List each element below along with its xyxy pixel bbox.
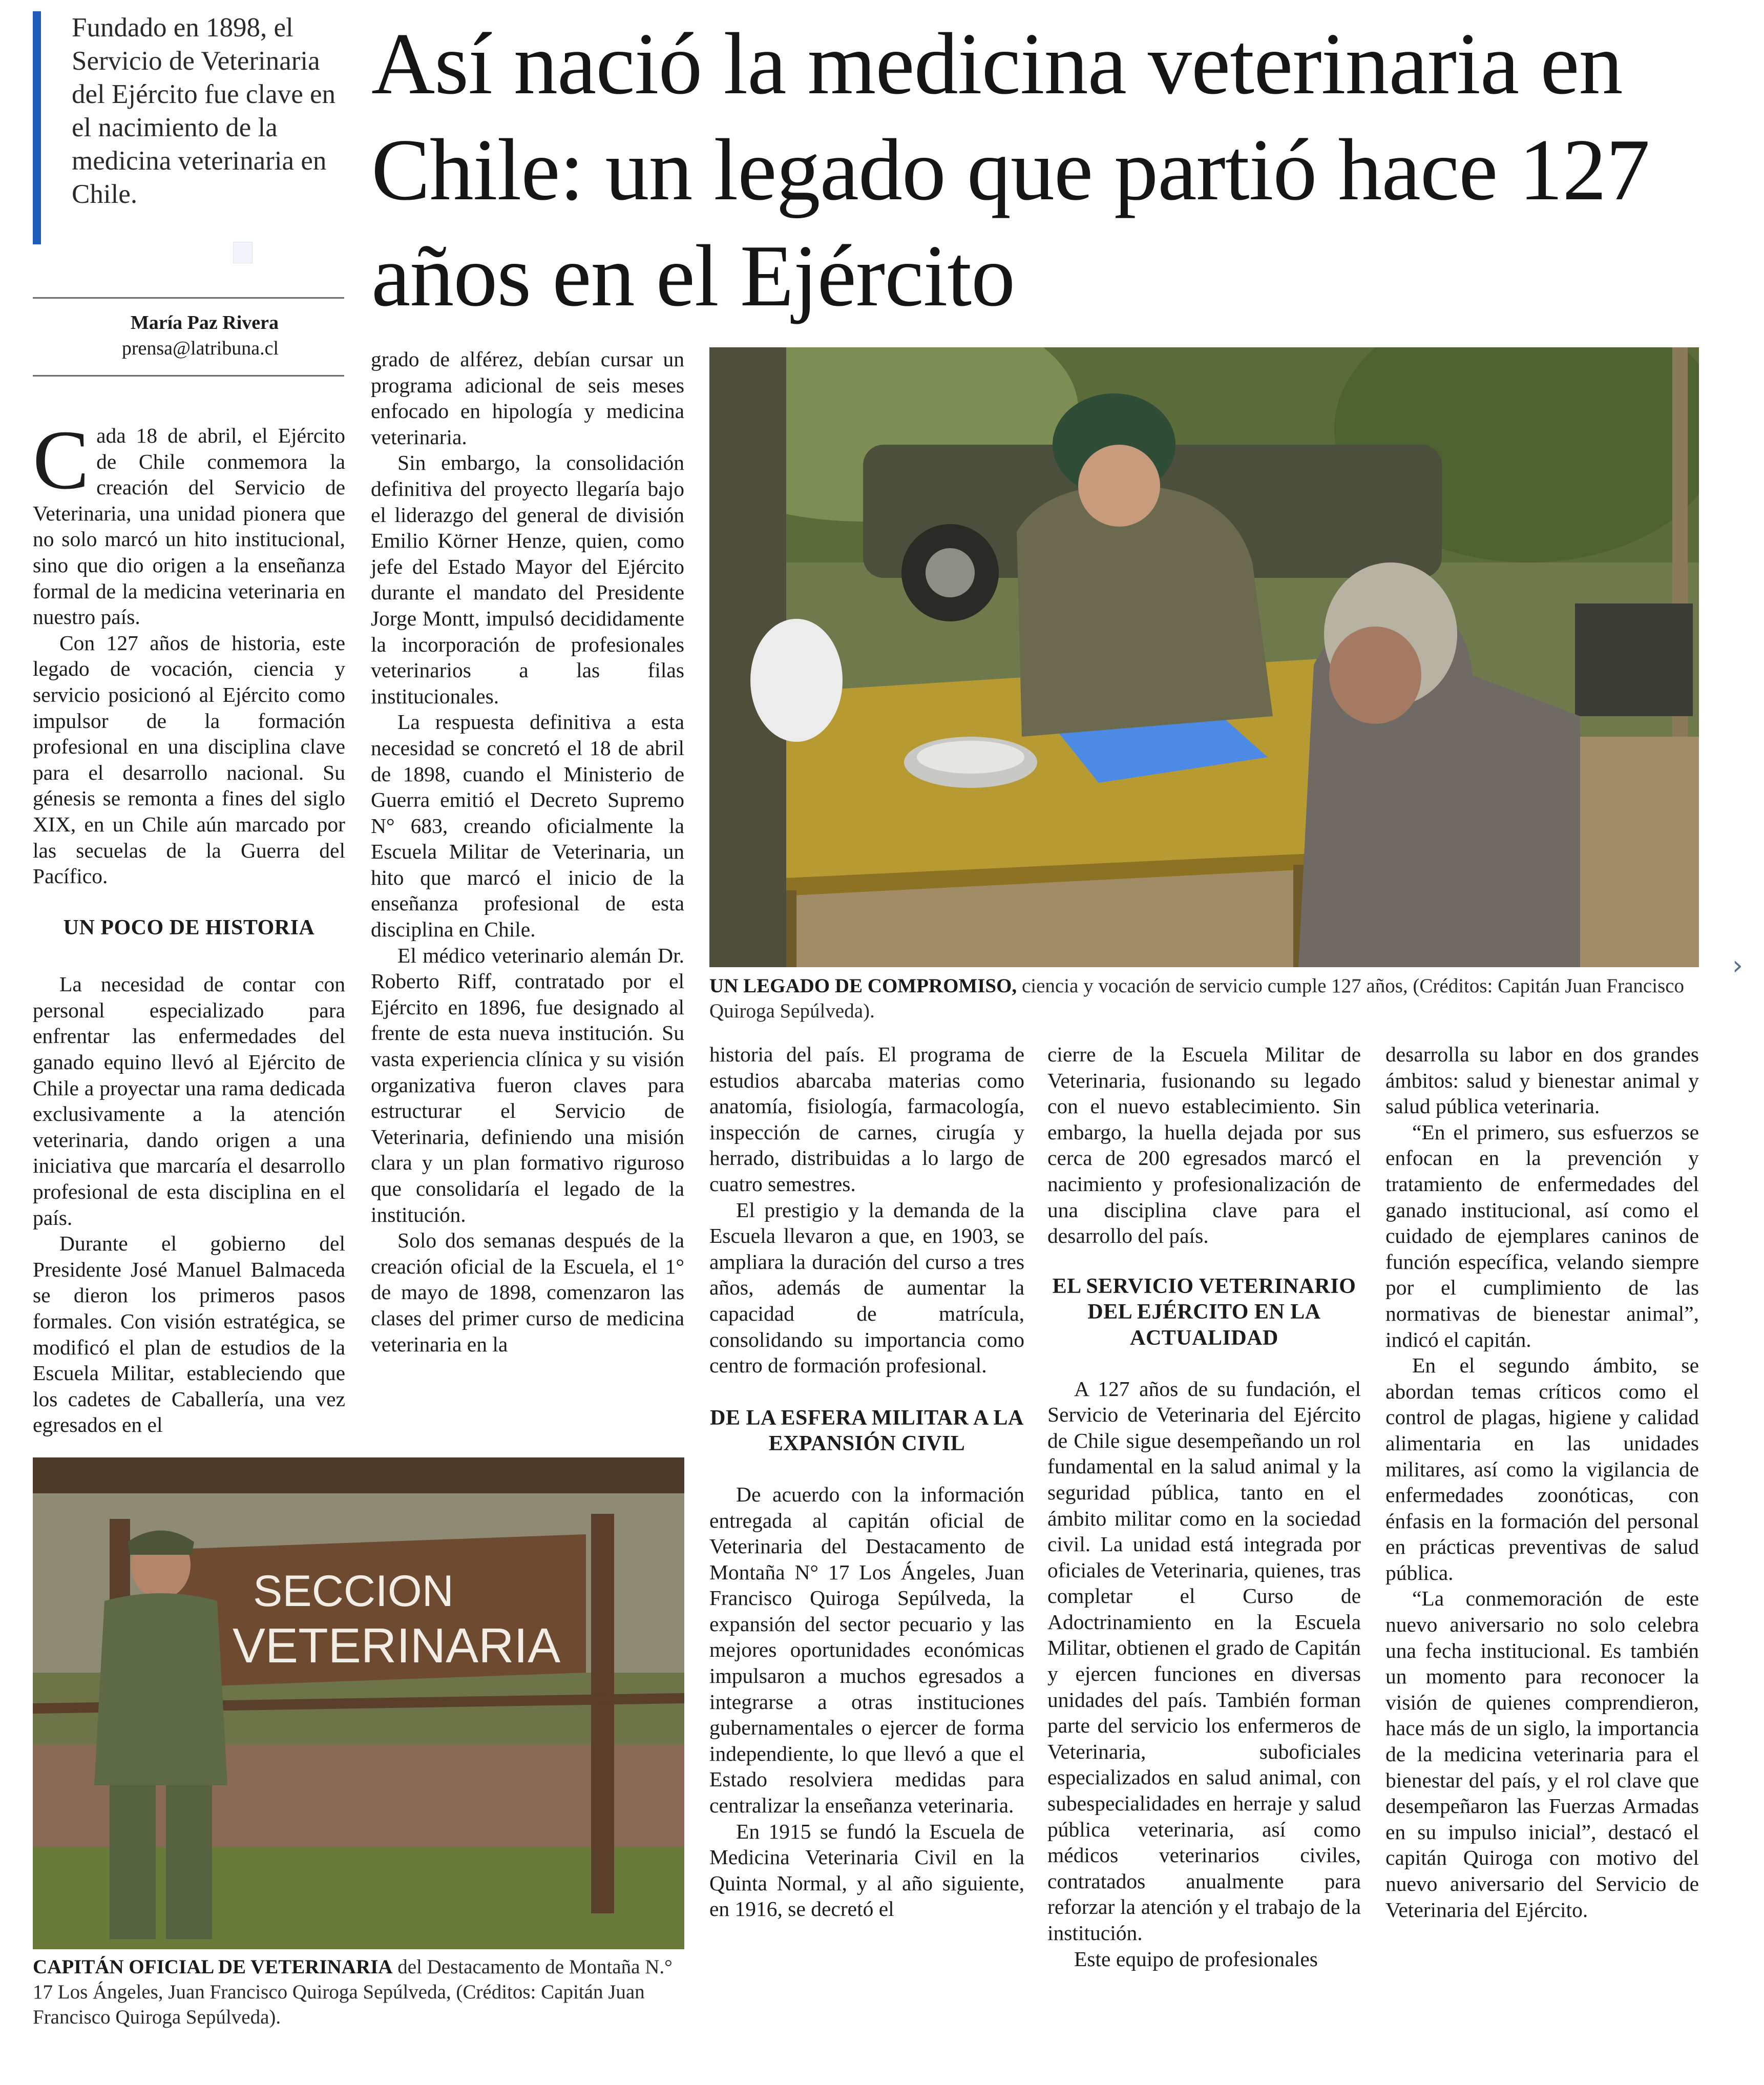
photo-captain [33, 1457, 684, 1949]
photo-veterinary-care-image [709, 347, 1699, 967]
column-2 [371, 346, 684, 1357]
paragraph: Sin embargo, la consolidación definitiva del proyecto llegaría bajo el liderazgo del general de división Emilio Körner Henze, quien, como jefe del Estado Mayor del Ejército durante el mandato del Presidente Jorge Montt, impulsó decididamente la incorporación de profesionales veterinarios a las filas institucionales. [371, 451, 684, 708]
photo-caption [709, 973, 1699, 1024]
caption-text: del Destacamento de Montaña N.° 17 Los Ángeles, Juan Francisco Quiroga Sepúlveda, (Créditos: Capitán Juan Francisco Quiroga Sepúlveda). [33, 1956, 673, 2028]
byline-email[interactable]: prensa@latribuna.cl [121, 338, 279, 359]
lede-box [33, 11, 350, 244]
paragraph: El prestigio y la demanda de la Escuela llevaron a que, en 1903, se ampliara la duración del curso a tres años, además de aumentar la capacidad de matrícula, consolidando su importancia como centro de formación profesional. [709, 1198, 1024, 1378]
paragraph: historia del país. El programa de estudios abarcaba materias como anatomía, fisiología, farmacología, inspección de carnes, cirugía y herrado, distribuidas a lo largo de cuatro semestres. [709, 1042, 1024, 1196]
sign-line-1: SECCION [253, 1567, 454, 1616]
paragraph: La respuesta definitiva a esta necesidad se concretó el 18 de abril de 1898, cuando el Ministerio de Guerra emitió el Decreto Supremo N° 683, creando oficialmente la Escuela Militar de Veterinaria, un hito que marcó el inicio de la enseñanza profesional de esta disciplina en Chile. [371, 710, 684, 942]
paragraph: En el segundo ámbito, se abordan temas críticos como el control de plagas, higiene y calidad alimentaria en las unidades militares, así como la vigilancia de enfermedades zoonóticas, con énfasis en la formación del personal en prácticas preventivas de salud pública. [1385, 1353, 1699, 1584]
paragraph: El médico veterinario alemán Dr. Roberto Riff, contratado por el Ejército en 1896, fue designado al frente de esta nueva institución. Su vasta experiencia clínica y su visión organizativa fueron claves para estructurar el Servicio de Veterinaria, definiendo una misión clara y un plan formativo riguroso que consolidaría el legado de la institución. [371, 943, 684, 1226]
byline-rule-top [33, 297, 344, 299]
drop-cap: C [33, 413, 90, 507]
section-heading: EL SERVICIO VETERINARIO DEL EJÉRCITO EN LA ACTUALIDAD [1052, 1274, 1356, 1350]
caption-title: CAPITÁN OFICIAL DE VETERINARIA [33, 1956, 393, 1978]
paragraph: En 1915 se fundó la Escuela de Medicina Veterinaria Civil en la Quinta Normal, y al año siguiente, en 1916, se decretó el [709, 1819, 1024, 1921]
section-heading: UN POCO DE HISTORIA [63, 915, 315, 940]
caption-text: ciencia y vocación de servicio cumple 127 años, (Créditos: Capitán Juan Francisco Quiroga Sepúlveda). [709, 975, 1685, 1022]
paragraph: Durante el gobierno del Presidente José Manuel Balmaceda se dieron los primeros pasos formales. Con visión estratégica, se modificó el plan de estudios de la Escuela Militar, estableciendo que los cadetes de Caballería, una vez egresados en el [33, 1232, 345, 1437]
photo-veterinary-care [709, 347, 1699, 967]
paragraph: desarrolla su labor en dos grandes ámbitos: salud y bienestar animal y salud pública veterinaria. [1385, 1042, 1699, 1118]
byline-author: María Paz Rivera [130, 312, 279, 333]
paragraph [33, 413, 345, 630]
photo-caption [33, 1954, 684, 2030]
column-1 [33, 413, 345, 1438]
paragraph: De acuerdo con la información entregada al capitán oficial de Veterinaria del Destacamento de Montaña N° 17 Los Ángeles, Juan Francisco Quiroga Sepúlveda, la expansión del sector pecuario y las mejores oportunidades económicas impulsaron a muchos egresados a integrarse a otras instituciones gubernamentales o ejercer de forma independiente, lo que llevó a que el Estado resolviera medidas para centralizar la enseñanza veterinaria. [709, 1482, 1024, 1818]
section-heading: DE LA ESFERA MILITAR A LA EXPANSIÓN CIVIL [710, 1406, 1024, 1456]
paragraph: A 127 años de su fundación, el Servicio de Veterinaria del Ejército de Chile sigue desempeñando un rol fundamental en la salud animal y la seguridad pública, tanto en el ámbito militar como en la sociedad civil. La unidad está integrada por oficiales de Veterinaria, quienes, tras completar el Curso de Adoctrinamiento en la Escuela Militar, obtienen el grado de Capitán y ejercen funciones en diversas unidades del país. También forman parte del servicio los enfermeros de Veterinaria, suboficiales especializados en salud animal, con subespecialidades en herraje y salud pública veterinaria, así como médicos veterinarios civiles, contratados anualmente para reforzar la atención y el trabajo de la institución. [1047, 1377, 1361, 1945]
paragraph: grado de alférez, debían cursar un programa adicional de seis meses enfocado en hipología y medicina veterinaria. [371, 347, 684, 449]
paragraph: Solo dos semanas después de la creación oficial de la Escuela, el 1° de mayo de 1898, comenzaron las clases del primer curso de medicina veterinaria en la [371, 1228, 684, 1356]
caption-title: UN LEGADO DE COMPROMISO, [709, 975, 1017, 997]
photo-captain-image [33, 1457, 684, 1949]
column-5 [1385, 1041, 1699, 1923]
headline: Así nació la medicina veterinaria en Chile: un legado que partió hace 127 años en el Ejército [371, 15, 1650, 325]
paragraph: Este equipo de profesionales [1074, 1947, 1318, 1971]
byline-rule-bottom [33, 375, 344, 377]
next-page-arrow-icon[interactable]: › [1732, 950, 1743, 981]
byline [33, 310, 279, 361]
paragraph: cierre de la Escuela Militar de Veterinaria, fusionando su legado con el nuevo establecimiento. Sin embargo, la huella dejada por sus cerca de 200 egresados marcó el nacimiento y profesionalización de una disciplina clave para el desarrollo del país. [1047, 1042, 1361, 1248]
sign-line-2: VETERINARIA [233, 1618, 561, 1673]
column-4 [1047, 1041, 1361, 1972]
paragraph: “La conmemoración de este nuevo aniversario no solo celebra una fecha institucional. Es también un momento para reconocer la visión de quienes comprendieron, hace más de un siglo, la importancia de la medicina veterinaria para el bienestar del país, y el rol clave que desempeñaron las Fuerzas Armadas en su impulso inicial”, destacó el capitán Quiroga con motivo del nuevo aniversario del Servicio de Veterinaria del Ejército. [1385, 1587, 1699, 1922]
column-3 [709, 1041, 1024, 1922]
note-icon[interactable] [233, 242, 253, 263]
lede-text: Fundado en 1898, el Servicio de Veterinaria del Ejército fue clave en el nacimiento de la medicina veterinaria en Chile. [72, 13, 335, 209]
paragraph-text: ada 18 de abril, el Ejército de Chile conmemora la creación del Servicio de Veterinaria, una unidad pionera que no solo marcó un hito institucional, sino que dio origen a la enseñanza formal de la medicina veterinaria en nuestro país. [33, 424, 345, 629]
paragraph: “En el primero, sus esfuerzos se enfocan en la prevención y tratamiento de enfermedades del ganado institucional, así como el cuidado de ejemplares caninos de función específica, velando siempre por el cumplimiento de las normativas de bienestar animal”, indicó el capitán. [1385, 1120, 1699, 1351]
paragraph: Con 127 años de historia, este legado de vocación, ciencia y servicio posicionó al Ejército como impulsor de la formación profesional en una disciplina clave para el desarrollo nacional. Su génesis se remonta a fines del siglo XIX, en un Chile aún marcado por las secuelas de la Guerra del Pacífico. [33, 631, 345, 888]
paragraph: La necesidad de contar con personal especializado para enfrentar las enfermedades del ganado equino llevó al Ejército de Chile a proyectar una rama dedicada exclusivamente a la atención veterinaria, dando origen a una iniciativa que marcaría el desarrollo profesional de esta disciplina en el país. [33, 972, 345, 1229]
